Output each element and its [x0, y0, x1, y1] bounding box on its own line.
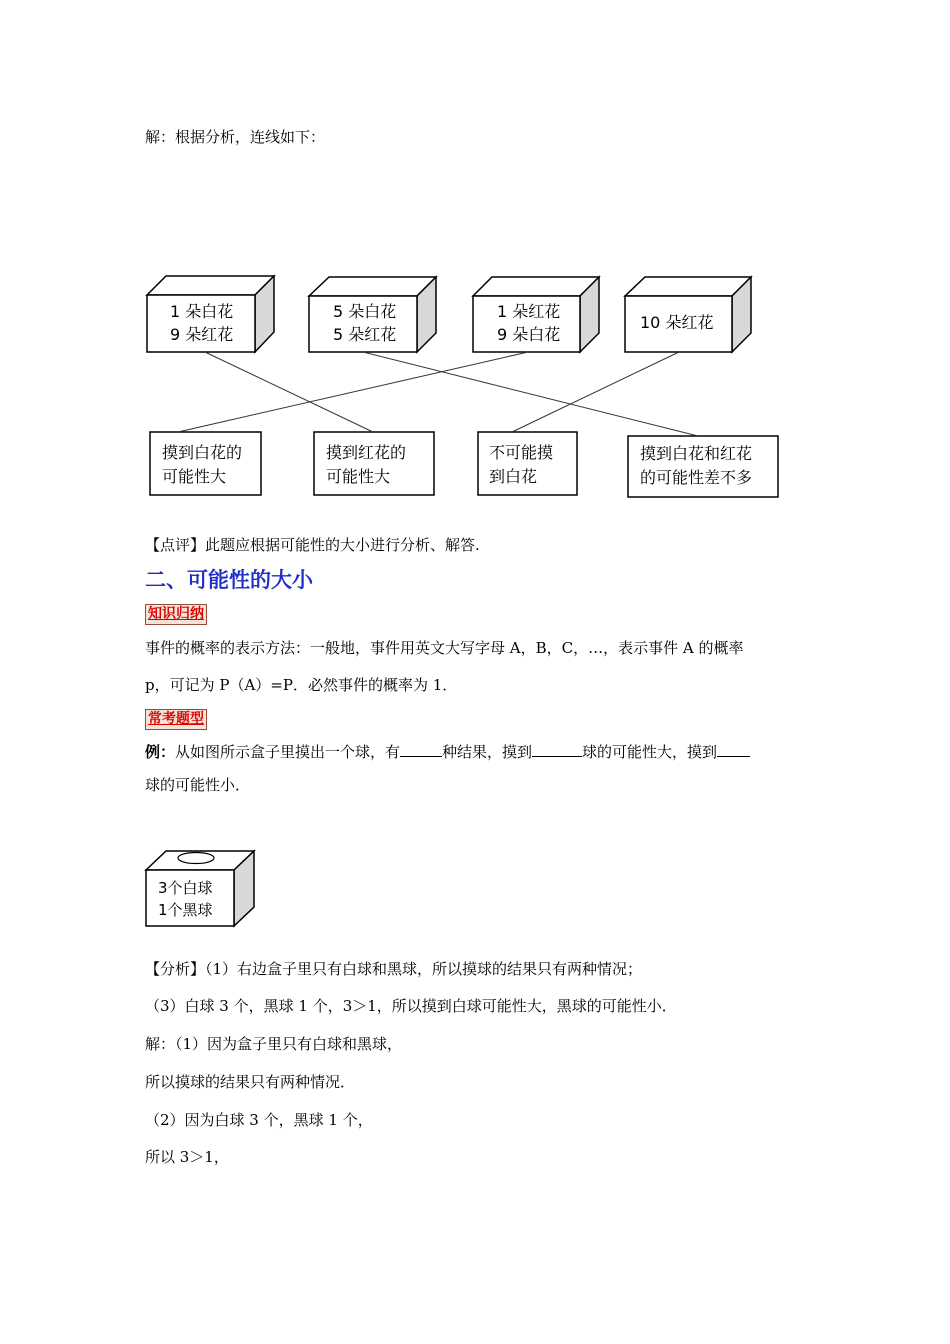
bottom-box-4-line1: 摸到白花和红花	[640, 444, 753, 463]
top-box-2-line1: 5 朵白花	[333, 302, 397, 321]
intro-line: 解：根据分析，连线如下：	[145, 128, 326, 146]
knowledge-tag: 知识归纳	[145, 604, 207, 625]
common-types-tag: 常考题型	[145, 709, 207, 730]
knowledge-line-2: p，可记为 P（A）=P．必然事件的概率为 1．	[145, 676, 458, 694]
analysis-line-2: （3）白球 3 个，黑球 1 个，3＞1，所以摸到白球可能性大，黑球的可能性小．	[145, 997, 677, 1015]
bottom-box-2-line2: 可能性大	[326, 467, 391, 486]
top-box-4-line1: 10 朵红花	[640, 313, 714, 332]
bottom-box-3-line1: 不可能摸	[489, 443, 554, 462]
top-box-3-line1: 1 朵红花	[497, 302, 561, 321]
example-text-2: 种结果，摸到	[442, 743, 533, 761]
bottom-box-1-line2: 可能性大	[162, 467, 227, 486]
box-hole	[178, 853, 214, 864]
example-line-2: 球的可能性小．	[145, 776, 251, 794]
bottom-box-2-line1: 摸到红花的	[326, 443, 407, 462]
top-box-3-line2: 9 朵白花	[497, 325, 561, 344]
section-heading: 二、可能性的大小	[145, 568, 313, 592]
example-text-3: 球的可能性大，摸到	[582, 743, 718, 761]
top-box-1-line1: 1 朵白花	[170, 302, 234, 321]
top-box-2-line2: 5 朵红花	[333, 325, 397, 344]
bottom-box-3-line2: 到白花	[489, 467, 538, 486]
example-text-1: 从如图所示盒子里摸出一个球，有	[175, 743, 401, 761]
top-box-1-line2: 9 朵红花	[170, 325, 234, 344]
solution-line-2: 所以摸球的结果只有两种情况．	[145, 1073, 356, 1091]
knowledge-line-1: 事件的概率的表示方法：一般地，事件用英文大写字母 A，B，C，…，表示事件 A 的概率	[145, 639, 744, 657]
bottom-box-4-line2: 的可能性差不多	[640, 468, 753, 487]
comment-line: 【点评】此题应根据可能性的大小进行分析、解答.	[145, 536, 480, 554]
box2-line2: 1个黑球	[158, 901, 213, 919]
box2-line1: 3个白球	[158, 879, 213, 897]
analysis-line-1: 【分析】（1）右边盒子里只有白球和黑球，所以摸球的结果只有两种情况；	[145, 960, 643, 978]
solution-line-1: 解：（1）因为盒子里只有白球和黑球，	[145, 1035, 403, 1053]
solution-line-3: （2）因为白球 3 个，黑球 1 个，	[145, 1111, 373, 1129]
bottom-box-1-line1: 摸到白花的	[162, 443, 243, 462]
solution-line-4: 所以 3＞1，	[145, 1148, 229, 1166]
example-label: 例：	[145, 743, 176, 761]
